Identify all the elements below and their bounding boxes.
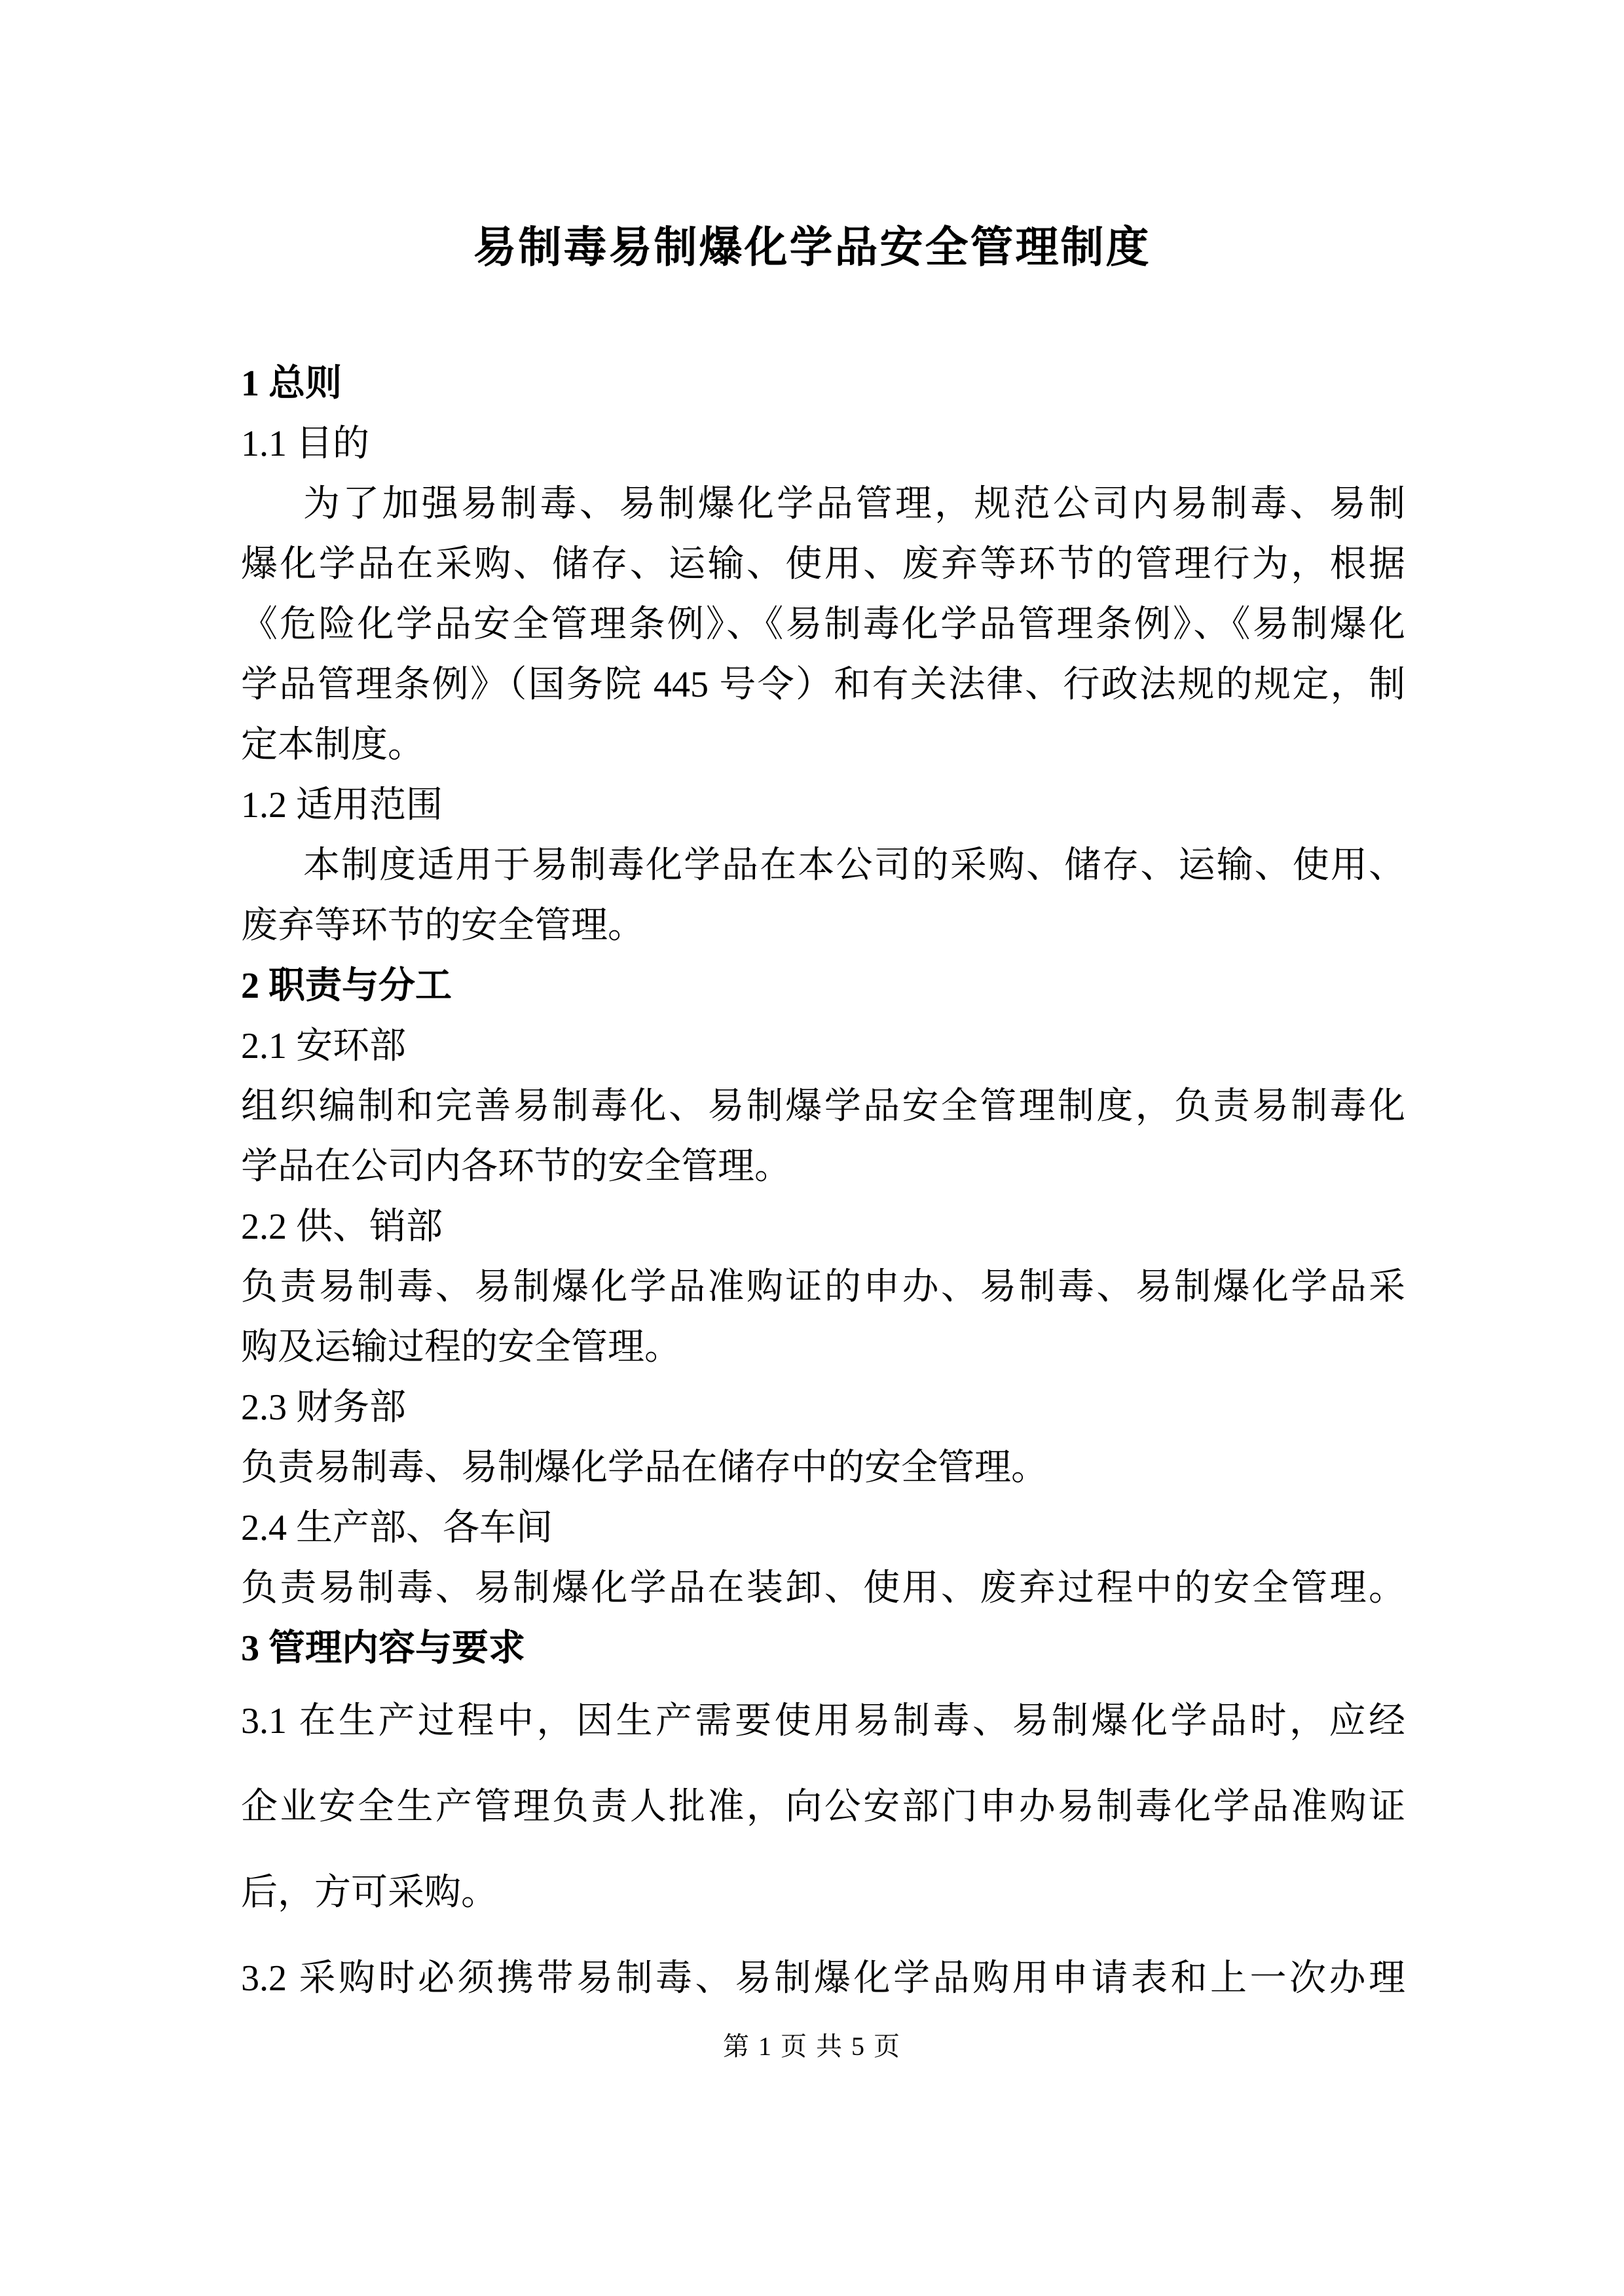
body-line: 为了加强易制毒、易制爆化学品管理，规范公司内易制毒、易制: [303, 484, 1405, 524]
subsection-heading-2-1: 2.1 安环部: [241, 1026, 406, 1066]
section-heading-3: 3 管理内容与要求: [241, 1628, 525, 1669]
subsection-heading-1-1: 1.1 目的: [241, 424, 369, 464]
document-title: 易制毒易制爆化学品安全管理制度: [473, 224, 1151, 272]
body-line: 定本制度。: [241, 725, 424, 765]
body-line: 组织编制和完善易制毒化、易制爆学品安全管理制度，负责易制毒化: [241, 1086, 1405, 1127]
section-heading-2: 2 职责与分工: [241, 966, 452, 1006]
body-line: 企业安全生产管理负责人批准，向公安部门申办易制毒化学品准购证: [241, 1787, 1405, 1827]
subsection-heading-2-3: 2.3 财务部: [241, 1387, 406, 1428]
page-number: 第 1 页 共 5 页: [723, 2032, 901, 2061]
subsection-heading-1-2: 1.2 适用范围: [241, 785, 443, 826]
body-line: 购及运输过程的安全管理。: [241, 1327, 681, 1368]
document-body: [241, 354, 1405, 2022]
body-line: 《危险化学品安全管理条例》、《易制毒化学品管理条例》、《易制爆化: [241, 604, 1405, 645]
subsection-heading-2-4: 2.4 生产部、各车间: [241, 1508, 553, 1548]
body-line: 负责易制毒、易制爆化学品在储存中的安全管理。: [241, 1448, 1048, 1488]
body-line: 废弃等环节的安全管理。: [241, 905, 644, 946]
body-line: 后，方可采购。: [241, 1872, 498, 1913]
body-line: 学品管理条例》（国务院 445 号令）和有关法律、行政法规的规定，制: [241, 665, 1405, 705]
body-line: 学品在公司内各环节的安全管理。: [241, 1146, 791, 1187]
body-line: 负责易制毒、易制爆化学品准购证的申办、易制毒、易制爆化学品采: [241, 1267, 1405, 1307]
body-line: 负责易制毒、易制爆化学品在装卸、使用、废弃过程中的安全管理。: [241, 1568, 1405, 1609]
body-line: 本制度适用于易制毒化学品在本公司的采购、储存、运输、使用、: [303, 845, 1405, 886]
section-heading-1: 1 总则: [241, 363, 342, 404]
body-line: 3.1 在生产过程中，因生产需要使用易制毒、易制爆化学品时，应经: [241, 1701, 1405, 1741]
body-line: 3.2 采购时必须携带易制毒、易制爆化学品购用申请表和上一次办理: [241, 1958, 1405, 1999]
body-line: 爆化学品在采购、储存、运输、使用、废弃等环节的管理行为，根据: [241, 544, 1405, 585]
subsection-heading-2-2: 2.2 供、销部: [241, 1207, 443, 1247]
